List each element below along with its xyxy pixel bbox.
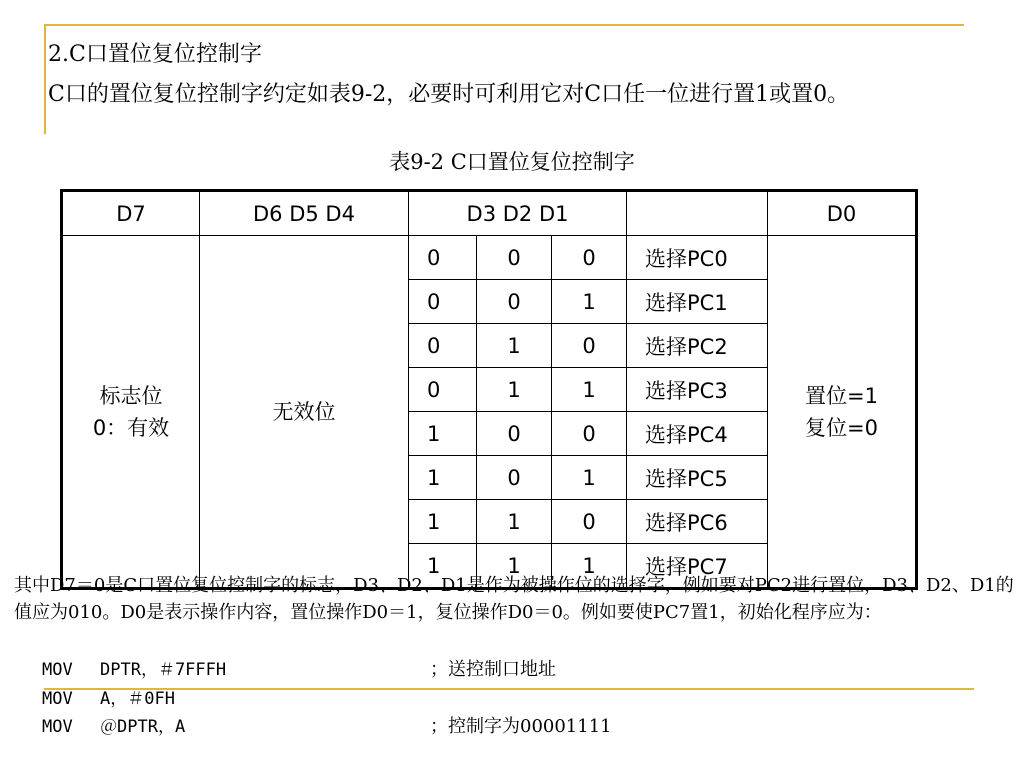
- bit-d3: 0: [409, 368, 477, 412]
- code-comment: ；送控制口地址: [430, 659, 556, 680]
- bit-d3: 1: [409, 412, 477, 456]
- bit-d2: 1: [477, 544, 552, 589]
- code-op: MOV: [42, 689, 73, 709]
- header-d0: D0: [768, 191, 917, 236]
- select-label: 选择PC5: [627, 456, 768, 500]
- bit-d2: 1: [477, 500, 552, 544]
- d7-flag-cell: [62, 236, 200, 589]
- bit-d3: 0: [409, 280, 477, 324]
- header-d3-d2-d1: D3 D2 D1: [409, 191, 627, 236]
- select-label: 选择PC7: [627, 544, 768, 589]
- bit-d2: 1: [477, 324, 552, 368]
- code-arg: ＠DPTR，A: [100, 717, 186, 737]
- bit-d3: 0: [409, 324, 477, 368]
- table-row: [62, 236, 917, 280]
- bit-d2: 0: [477, 456, 552, 500]
- bit-d1: 0: [552, 236, 627, 280]
- bit-d1: 1: [552, 544, 627, 589]
- bit-d1: 1: [552, 280, 627, 324]
- code-comment: ；控制字为00001111: [430, 716, 612, 737]
- bit-d1: 0: [552, 500, 627, 544]
- bit-d2: 1: [477, 368, 552, 412]
- code-op: MOV: [42, 717, 73, 737]
- bit-d1: 0: [552, 412, 627, 456]
- bit-d3: 1: [409, 544, 477, 589]
- select-label: 选择PC6: [627, 500, 768, 544]
- table-header-row: [62, 191, 917, 236]
- intro-paragraph: C口的置位复位控制字约定如表9-2，必要时可利用它对C口任一位进行置1或置0。: [48, 82, 850, 107]
- d0-line1: 置位=1: [805, 383, 878, 408]
- bit-d3: 1: [409, 500, 477, 544]
- top-accent-rule: [44, 24, 964, 26]
- bit-d1: 1: [552, 456, 627, 500]
- bit-d1: 0: [552, 324, 627, 368]
- code-arg: A，＃0FH: [100, 689, 175, 709]
- d0-action-cell: [768, 236, 917, 589]
- select-label: 选择PC1: [627, 280, 768, 324]
- select-label: 选择PC4: [627, 412, 768, 456]
- code-line-2: [42, 684, 430, 709]
- bit-d1: 1: [552, 368, 627, 412]
- header-d7: D7: [62, 191, 200, 236]
- bit-d2: 0: [477, 280, 552, 324]
- left-accent-rule: [44, 24, 46, 134]
- d0-line2: 复位=0: [805, 415, 878, 440]
- d7-line2: 0：有效: [92, 415, 170, 440]
- code-op: MOV: [42, 660, 73, 680]
- control-word-table: [60, 189, 918, 590]
- select-label: 选择PC3: [627, 368, 768, 412]
- select-label: 选择PC0: [627, 236, 768, 280]
- bit-d2: 0: [477, 236, 552, 280]
- explanation-paragraph: 其中D7＝0是C口置位复位控制字的标志，D3、D2、D1是作为被操作位的选择字，例如要对PC2进行置位，D3、D2、D1的值应为010。D0是表示操作内容，置位操作D0＝1，复位操作D0＝0。例如要使PC7置1，初始化程序应为：: [14, 575, 1014, 623]
- code-arg: DPTR，＃7FFFH: [100, 660, 227, 680]
- bit-d2: 0: [477, 412, 552, 456]
- d654-invalid-cell: 无效位: [200, 236, 409, 589]
- header-blank: [627, 191, 768, 236]
- select-label: 选择PC2: [627, 324, 768, 368]
- table-caption: 表9-2 C口置位复位控制字: [389, 150, 635, 174]
- header-d6-d5-d4: D6 D5 D4: [200, 191, 409, 236]
- section-heading: 2.C口置位复位控制字: [48, 42, 262, 67]
- code-line-1: [42, 655, 556, 681]
- bit-d3: 1: [409, 456, 477, 500]
- code-line-3: [42, 712, 612, 738]
- d7-line1: 标志位: [99, 383, 163, 408]
- bit-d3: 0: [409, 236, 477, 280]
